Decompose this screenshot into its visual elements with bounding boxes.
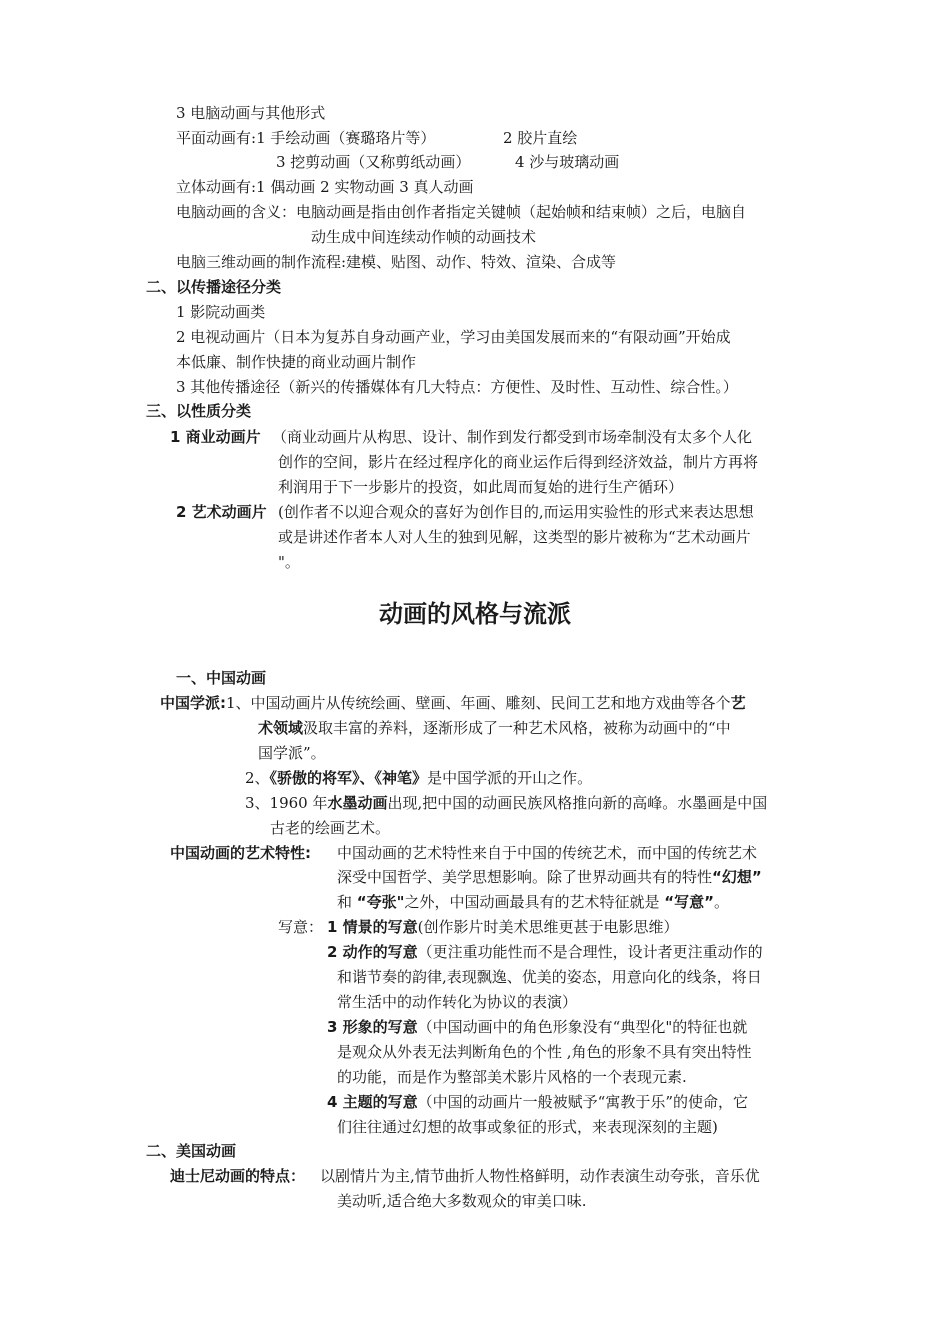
xieyi-3-text-1: （中国动画中的角色形象没有“典型化"的特征也就 (417, 1018, 748, 1036)
commercial-label: 1 商业动画片 (170, 428, 261, 446)
xieyi-3-line-2: 是观众从外表无法判断角色的个性 ,角色的形象不具有突出特性 (337, 1043, 752, 1061)
commercial-line-2: 创作的空间，影片在经过程序化的商业运作后得到经济效益，制片方再将 (278, 453, 759, 471)
school-point-2 (245, 767, 592, 789)
trait-fantasy: “幻想” (712, 868, 762, 886)
xieyi-4-line-2: 们往往通过幻想的故事或象征的形式，来表现深刻的主题) (337, 1118, 718, 1136)
school-point-3-line-2: 古老的绘画艺术。 (270, 819, 391, 837)
xieyi-4 (327, 1091, 748, 1113)
sec2-item-2-line-1: 2 电视动画片（日本为复苏自身动画产业，学习由美国发展而来的“有限动画”开始成 (176, 328, 731, 346)
flat-item-2: 2 胶片直绘 (503, 129, 578, 147)
art-line-3: "。 (278, 553, 300, 571)
xieyi-4-text-1: （中国的动画片一般被赋予“寓教于乐”的使命，它 (417, 1093, 749, 1111)
xieyi-3-title: 3 形象的写意 (327, 1018, 418, 1036)
commercial-line-3: 利润用于下一步影片的投资，如此周而复始的进行生产循环） (278, 478, 684, 496)
sec2-item-3: 3 其他传播途径（新兴的传播媒体有几大特点：方便性、及时性、互动性、综合性。） (176, 378, 738, 396)
trait-text-3a: 和 (337, 893, 357, 911)
sec2-item-1: 1 影院动画类 (176, 303, 266, 321)
xieyi-2 (327, 941, 763, 963)
point-3-ink: 水墨动画 (327, 794, 388, 812)
school-label: 中国学派: (160, 694, 226, 712)
point-3-b: 出现,把中国的动画民族风格推向新的高峰。水墨画是中国 (387, 794, 768, 812)
xieyi-2-line-2: 和谐节奏的韵律,表现飘逸、优美的姿态，用意向化的线条，将日 (337, 968, 762, 986)
definition-line-2: 动生成中间连续动作帧的动画技术 (311, 228, 537, 246)
school-point-3 (245, 792, 767, 814)
school-text-1: 1、中国动画片从传统绘画、壁画、年画、雕刻、民间工艺和地方戏曲等各个 (226, 694, 731, 712)
usa-heading: 二、美国动画 (146, 1142, 237, 1160)
china-heading: 一、中国动画 (176, 669, 267, 687)
disney-line-2: 美动听,适合绝大多数观众的审美口味. (337, 1192, 587, 1210)
flat-item-1: 1 手绘动画（赛璐珞片等） (256, 129, 436, 147)
trait-xieyi: “写意” (664, 893, 714, 911)
trait-line-1 (170, 842, 311, 864)
disney-line-1: 以剧情片为主,情节曲折人物性格鲜明，动作表演生动夸张，音乐优 (320, 1167, 760, 1185)
xieyi-1 (327, 916, 679, 938)
xieyi-label: 写意： (278, 918, 324, 936)
art-line-2: 或是讲述作者本人对人生的独到见解，这类型的影片被称为“艺术动画片 (278, 528, 751, 546)
commercial-line-1: （商业动画片从构思、设计、制作到发行都受到市场牵制没有太多个人化 (272, 428, 753, 446)
trait-label: 中国动画的艺术特性: (170, 844, 311, 862)
school-line-2 (258, 717, 731, 739)
trait-exaggeration: “夸张" (356, 893, 405, 911)
definition-line-1: 电脑动画的含义：电脑动画是指由创作者指定关键帧（起始帧和结束帧）之后，电脑自 (176, 203, 747, 221)
art-label: 2 艺术动画片 (176, 503, 267, 521)
point-2-rest: 是中国学派的开山之作。 (427, 769, 593, 787)
flat-prefix: 平面动画有: (176, 129, 257, 147)
school-line-3: 国学派”。 (258, 744, 326, 762)
trait-line-3 (337, 891, 729, 913)
sec2-heading: 二、以传播途径分类 (146, 278, 282, 296)
xieyi-2-text-1: （更注重功能性而不是合理性，设计者更注重动作的 (417, 943, 763, 961)
xieyi-4-title: 4 主题的写意 (327, 1093, 418, 1111)
xieyi-1-title: 1 情景的写意 (327, 918, 418, 936)
point-2-prefix: 2、 (245, 769, 270, 787)
s3-heading: 3 电脑动画与其他形式 (176, 104, 326, 122)
flat-item-4: 4 沙与玻璃动画 (515, 153, 620, 171)
trait-text-3c: 之外，中国动画最具有的艺术特征就是 (404, 893, 665, 911)
point-3-a: 3、1960 年 (245, 794, 328, 812)
xieyi-3 (327, 1016, 747, 1038)
art-line-1: (创作者不以迎合观众的喜好为创作目的,而运用实验性的形式来表达思想 (278, 503, 754, 521)
disney-label: 迪士尼动画的特点： (170, 1167, 306, 1185)
trait-text-2: 深受中国哲学、美学思想影响。除了世界动画共有的特性 (337, 868, 713, 886)
xieyi-1-text: (创作影片时美术思维更甚于电影思维） (417, 918, 679, 936)
trait-line-2 (337, 866, 762, 888)
point-2-works: 《骄傲的将军》、《神笔》 (269, 769, 428, 787)
xieyi-2-title: 2 动作的写意 (327, 943, 418, 961)
trait-text-3e: 。 (713, 893, 729, 911)
school-line-1 (160, 692, 746, 714)
sec2-item-2-line-2: 本低廉、制作快捷的商业动画片制作 (176, 353, 417, 371)
xieyi-3-line-3: 的功能，而是作为整部美术影片风格的一个表现元素. (337, 1068, 687, 1086)
process-line: 电脑三维动画的制作流程:建模、贴图、动作、特效、渲染、合成等 (176, 253, 617, 271)
flat-animation-line (176, 127, 435, 149)
xieyi-2-line-3: 常生活中的动作转化为协议的表演） (337, 993, 578, 1011)
solid-animation-line: 立体动画有:1 偶动画 2 实物动画 3 真人动画 (176, 178, 474, 196)
flat-item-3: 3 挖剪动画（又称剪纸动画） (276, 153, 471, 171)
sec3-heading: 三、以性质分类 (146, 402, 252, 420)
school-text-2-bold: 术领域 (258, 719, 304, 737)
page-title: 动画的风格与流派 (379, 600, 571, 628)
school-text-2: 汲取丰富的养料，逐渐形成了一种艺术风格，被称为动画中的“中 (303, 719, 731, 737)
school-text-1-bold: 艺 (730, 694, 746, 712)
trait-text-1: 中国动画的艺术特性来自于中国的传统艺术，而中国的传统艺术 (337, 844, 758, 862)
